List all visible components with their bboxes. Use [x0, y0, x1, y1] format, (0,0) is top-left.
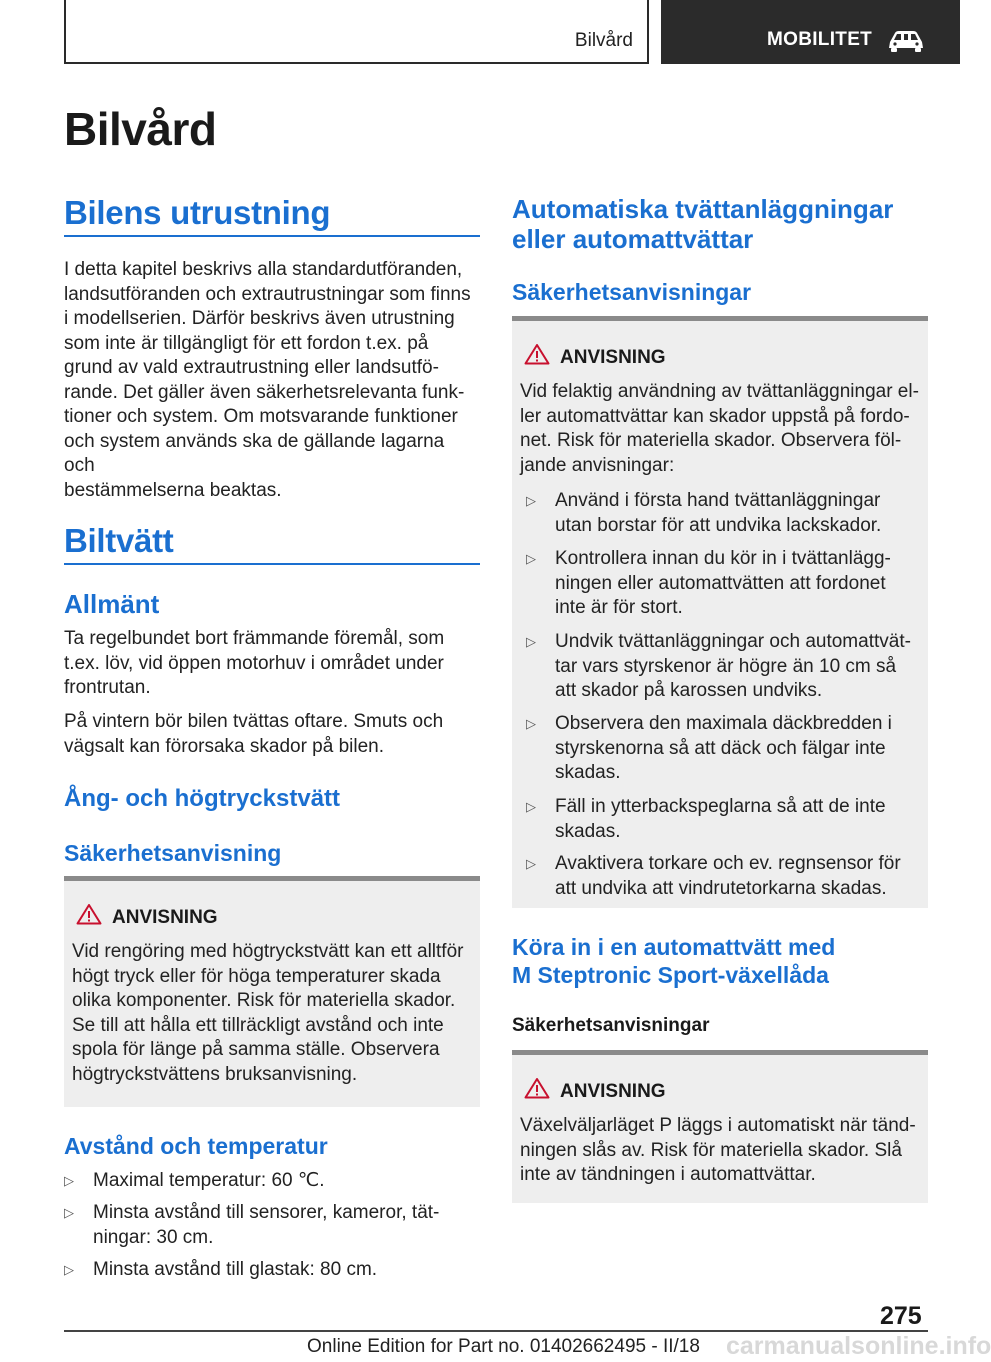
text-line: Se till att hålla ett tillräckligt avstånd och inte	[72, 1014, 444, 1036]
text-line: Vid felaktig användning av tvättanläggningar el-	[520, 381, 919, 402]
list-item-text	[555, 547, 891, 621]
text-line: tar vars styrskenor är högre än 10 cm så	[555, 655, 897, 677]
text-line: rande. Det gäller även säkerhetsrelevanta funk-	[64, 381, 465, 403]
text-line: som inte är tillgängligt för ett fordon t.ex. på	[64, 332, 429, 354]
warning-title: ANVISNING	[560, 1081, 666, 1102]
heading-biltvatt: Biltvätt	[64, 522, 174, 559]
text-line: Observera den maximala däckbredden i	[555, 713, 892, 734]
text-line: Fäll in ytterbackspeglarna så att de inte	[555, 796, 886, 817]
text-line: frontrutan.	[64, 677, 151, 698]
heading-avstand-temperatur: Avstånd och temperatur	[64, 1133, 328, 1159]
text-line: landsutföranden och extrautrustningar som finns	[64, 283, 471, 305]
heading-line: Köra in i en automattvätt med	[512, 934, 836, 960]
text-line: ningen slås av. Risk för materiella skador. Slå	[520, 1139, 902, 1161]
text-line: Minsta avstånd till glastak: 80 cm.	[93, 1259, 378, 1280]
text-line: tioner och system. Om motsvarande funktioner	[64, 406, 458, 427]
text-line: Ta regelbundet bort främmande föremål, som	[64, 628, 445, 649]
warning-triangle-icon	[524, 1077, 550, 1099]
text-line: spola för länge på samma ställe. Observera	[72, 1039, 440, 1060]
warning-triangle-icon	[524, 343, 550, 365]
heading-ang-hogtryckstvatt: Ång- och högtryckstvätt	[64, 785, 341, 812]
text-line: På vintern bör bilen tvättas oftare. Smuts och	[64, 711, 444, 732]
bullet-triangle-icon: ▷	[64, 1205, 74, 1220]
text-line: t.ex. löv, vid öppen motorhuv i området under	[64, 652, 444, 674]
warning-text	[520, 1114, 920, 1188]
text-line: Undvik tvättanläggningar och automattvät-	[555, 631, 911, 652]
list-item-text	[93, 1258, 377, 1283]
text-line: i modellserien. Därför beskrivs även utrustning	[64, 308, 455, 329]
text-line: Maximal temperatur: 60 ℃.	[93, 1170, 325, 1191]
text-line: Vid rengöring med högtryckstvätt kan ett alltför	[72, 941, 464, 962]
heading-rule	[64, 235, 480, 237]
bullet-triangle-icon: ▷	[526, 634, 536, 649]
header-chapter-label: MOBILITET	[767, 29, 873, 50]
heading-kora-in-automattvatt	[512, 933, 835, 989]
text-line: skadas.	[555, 762, 621, 783]
text-line: utan borstar för att undvika lackskador.	[555, 514, 882, 536]
bullet-triangle-icon: ▷	[526, 716, 536, 731]
watermark: carmanualsonline.info	[726, 1332, 991, 1360]
text-line: styrskenorna så att däck och fälgar inte	[555, 737, 886, 759]
allmant-paragraph-1	[64, 627, 480, 701]
text-line: högtryckstvättens bruksanvisning.	[72, 1063, 358, 1085]
warning-text	[520, 380, 920, 478]
text-line: ler automattvättar kan skador uppstå på fordo-	[520, 405, 910, 427]
warning-box-tvattanlaggning	[512, 316, 928, 908]
text-line: olika komponenter. Risk för materiella skador.	[72, 990, 456, 1011]
text-line: och system används ska de gällande lagarna och	[64, 430, 445, 476]
text-line: att undvika att vindrutetorkarna skadas.	[555, 877, 887, 899]
text-line: Minsta avstånd till sensorer, kameror, tät-	[93, 1202, 440, 1223]
text-line: jande anvisningar:	[520, 454, 675, 476]
text-line: ningar: 30 cm.	[93, 1226, 214, 1248]
text-line: inte av tändningen i automattvättar.	[520, 1164, 816, 1185]
warning-text	[72, 940, 472, 1087]
bullet-triangle-icon: ▷	[526, 493, 536, 508]
heading-allmant: Allmänt	[64, 589, 160, 619]
heading-sakerhetsanvisningar-2: Säkerhetsanvisningar	[512, 1015, 710, 1036]
car-icon	[886, 28, 926, 54]
bullet-triangle-icon: ▷	[64, 1173, 74, 1188]
bullet-triangle-icon: ▷	[526, 799, 536, 814]
allmant-paragraph-2	[64, 710, 480, 759]
page-number: 275	[880, 1302, 922, 1330]
heading-line: M Steptronic Sport-växellåda	[512, 962, 829, 988]
heading-line: Automatiska tvättanläggningar	[512, 194, 894, 224]
header-section-tab	[64, 0, 649, 64]
heading-bilens-utrustning: Bilens utrustning	[64, 194, 331, 231]
text-line: högt tryck eller för höga temperaturer skada	[72, 965, 441, 987]
heading-automatiska-tvattanlaggningar	[512, 194, 893, 254]
text-line: grund av vald extrautrustning eller landsutfö-	[64, 357, 439, 378]
warning-triangle-icon	[76, 903, 102, 925]
footer-edition: Online Edition for Part no. 01402662495 - II/18	[307, 1336, 700, 1357]
heading-line: eller automattvättar	[512, 224, 754, 254]
text-line: bestämmelserna beaktas.	[64, 479, 282, 501]
text-line: Kontrollera innan du kör in i tvättanlägg-	[555, 548, 891, 569]
bullet-triangle-icon: ▷	[526, 551, 536, 566]
text-line: vägsalt kan förorsaka skador på bilen.	[64, 735, 385, 757]
bullet-triangle-icon: ▷	[64, 1262, 74, 1277]
text-line: net. Risk för materiella skador. Observera föl-	[520, 430, 902, 451]
list-item-text	[555, 795, 886, 844]
text-line: skadas.	[555, 820, 621, 842]
text-line: Använd i första hand tvättanläggningar	[555, 490, 881, 511]
text-line: ningen eller automattvätten att fordonet	[555, 572, 886, 594]
list-item-text	[93, 1201, 439, 1250]
header-section-label: Bilvård	[574, 30, 633, 51]
bilens-paragraph	[64, 258, 480, 503]
text-line: I detta kapitel beskrivs alla standardutföranden,	[64, 259, 463, 280]
heading-sakerhetsanvisningar: Säkerhetsanvisningar	[512, 279, 752, 305]
list-item-text	[93, 1169, 324, 1194]
bullet-triangle-icon: ▷	[526, 856, 536, 871]
text-line: Avaktivera torkare och ev. regnsensor för	[555, 853, 901, 874]
page-title: Bilvård	[64, 103, 217, 155]
warning-box-steptronic	[512, 1050, 928, 1203]
list-item-text	[555, 852, 901, 901]
heading-rule	[64, 563, 480, 565]
warning-box-hogtryck	[64, 876, 480, 1107]
list-item-text	[555, 712, 892, 786]
text-line: att skador på karossen undviks.	[555, 680, 823, 701]
list-item-text	[555, 489, 881, 538]
text-line: Växelväljarläget P läggs i automatiskt när tänd-	[520, 1115, 916, 1136]
warning-title: ANVISNING	[112, 907, 218, 928]
heading-sakerhetsanvisning: Säkerhetsanvisning	[64, 840, 282, 866]
text-line: inte är för stort.	[555, 597, 683, 618]
list-item-text	[555, 630, 911, 704]
warning-title: ANVISNING	[560, 347, 666, 368]
